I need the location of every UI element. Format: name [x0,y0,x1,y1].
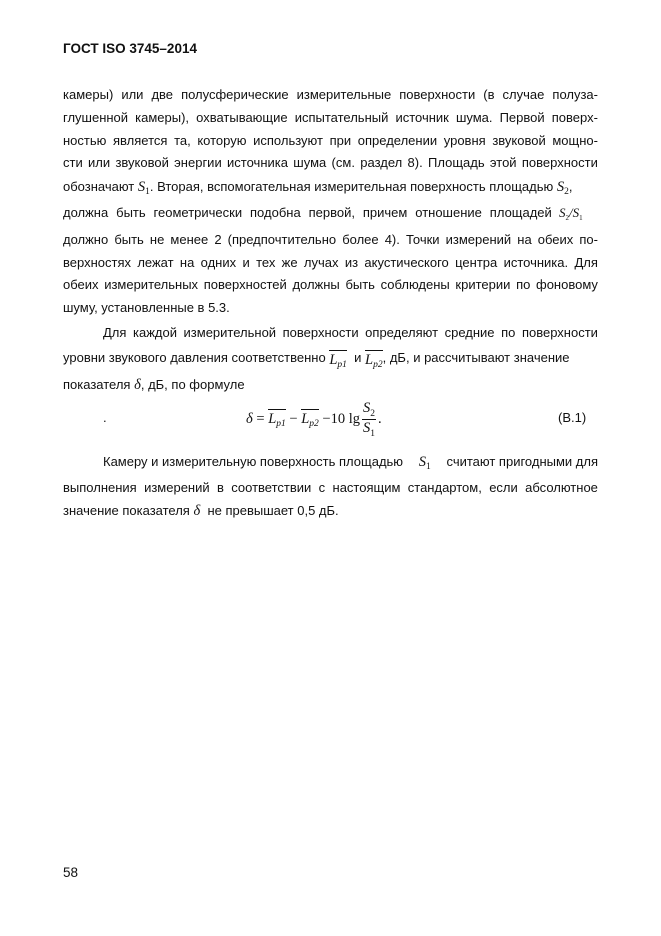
word: или [121,87,144,102]
math-delta: δ [134,377,141,393]
text: показателя [63,377,131,392]
word: сти [63,155,83,170]
word: с [318,480,326,495]
text-line [63,350,598,373]
word: или [88,155,111,170]
text: не превышает 0,5 дБ. [207,503,339,518]
word: в [217,480,224,495]
word: на [179,255,195,270]
word: полусферические [181,87,289,102]
word: на [517,232,532,247]
text-line [103,325,598,341]
text-line [63,155,598,171]
word: (в [483,87,495,102]
document-header: ГОСТ ISO 3745–2014 [63,41,197,56]
text: , дБ, по формуле [140,377,245,392]
word: фоновому [536,277,598,292]
word: испытательный [294,110,389,125]
word: определении [357,133,438,148]
word: раздел [360,155,403,170]
math-s2-over-s1: $S_2/S_1$ [559,205,583,222]
text-line [63,133,598,149]
word: этой [489,155,517,170]
text: и [354,350,362,365]
text-line [63,87,598,103]
word: тех [256,255,276,270]
word: акустического [364,255,449,270]
text-line [63,255,598,271]
word: соблюдены [380,277,450,292]
word: критерии [455,277,511,292]
word: случае [502,87,545,102]
text: значение показателя [63,503,190,518]
word: измерений [445,232,512,247]
word: по- [579,232,598,247]
text: Камеру и измерительную поверхность площадью [103,454,404,469]
word: поверхности [521,155,598,170]
word: быть [345,277,375,292]
text-line [63,377,598,393]
math-lp1: $L_{p1}$ [329,350,347,373]
word: Точки [405,232,440,247]
word: Для [574,255,598,270]
word: поверхности [399,87,476,102]
word: шума [293,155,327,170]
word: быть [114,232,144,247]
word: центра [455,255,498,270]
text: обозначают [63,179,135,194]
word: Для [103,325,127,340]
equation-number: (В.1) [558,410,587,425]
word: (предпочтительно [227,232,337,247]
word: выполнения [63,480,137,495]
text-line [63,110,598,126]
word: стандартом, [407,480,482,495]
text-line [63,480,598,496]
word: соответствии [231,480,312,495]
word: 8). [407,155,423,170]
text-line: шуму, установленные в 5.3. [63,300,230,315]
word: и [242,255,250,270]
word: же [281,255,298,270]
word: верхностях [63,255,131,270]
word: звуковой [492,133,546,148]
word: лежат [137,255,174,270]
word: используют [253,133,323,148]
word: средние [444,325,495,340]
formula-b1: δ = $L_{p1}$ − $L_{p2}$ − 10 lg $\frac{S_2}{S_1}$ . [246,400,382,439]
word: измерительной [183,325,277,340]
word: 2 [214,232,222,247]
text: считают пригодными для [446,454,598,469]
word: более [342,232,379,247]
word: по [501,325,516,340]
math-s1: $S_1$ [137,179,150,197]
word: из [344,255,359,270]
text-line [63,503,598,519]
word: источник [395,110,449,125]
word: источника [227,155,288,170]
word: уровня [443,133,486,148]
word: та, [174,133,191,148]
word: является [113,133,168,148]
word: должны [292,277,340,292]
math-s2: $S_2$ [556,179,569,197]
word: определяют [365,325,439,340]
word: Площадь [428,155,485,170]
math-delta: δ [193,503,201,519]
word: лучах [303,255,339,270]
word: (см. [331,155,355,170]
word: не [149,232,165,247]
word: 4). [384,232,400,247]
word: полуза- [552,87,598,102]
word: поверхностей [203,277,287,292]
word: каждой [133,325,177,340]
page-number: 58 [63,865,79,880]
word: звуковой [115,155,169,170]
text-line [63,205,598,226]
word: одних [200,255,237,270]
word: камеры) [63,87,114,102]
word: измерительные [296,87,392,102]
word: при [329,133,352,148]
word: абсолютное [525,480,598,495]
math-lp2: $L_{p2}$ [365,350,383,373]
math-s1: $S_1$ [418,454,431,472]
text: , дБ, и рассчитывают значение [382,350,570,365]
word: которую [197,133,247,148]
word: поверхности [521,325,598,340]
text: , [568,179,573,194]
word: мощно- [552,133,598,148]
word: настоящим [332,480,401,495]
word: если [489,480,518,495]
word: обеих [537,232,574,247]
word: камеры), [135,110,190,125]
word: менее [170,232,209,247]
word: измерений [144,480,210,495]
text-line [103,454,598,475]
word: поверх- [551,110,598,125]
text-line [63,277,598,293]
text: . Вторая, вспомогательная измерительная поверхность площадью [149,179,554,194]
word: две [151,87,174,102]
word: по [516,277,531,292]
word: поверхности [282,325,359,340]
word: источника. [503,255,569,270]
word: должно [63,232,109,247]
word: охватывающие [196,110,288,125]
stray-dot: . [103,410,107,425]
word: измерительных [104,277,199,292]
word: шума. [455,110,493,125]
text: должна быть геометрически подобна первой, причем отношение площадей [63,205,552,220]
word: ностью [63,133,107,148]
text-line [63,232,598,248]
word: энергии [174,155,222,170]
text-line [63,179,598,200]
word: обеих [63,277,99,292]
word: Первой [499,110,545,125]
text: уровни звукового давления соответственно [63,350,326,365]
word: глушенной [63,110,129,125]
